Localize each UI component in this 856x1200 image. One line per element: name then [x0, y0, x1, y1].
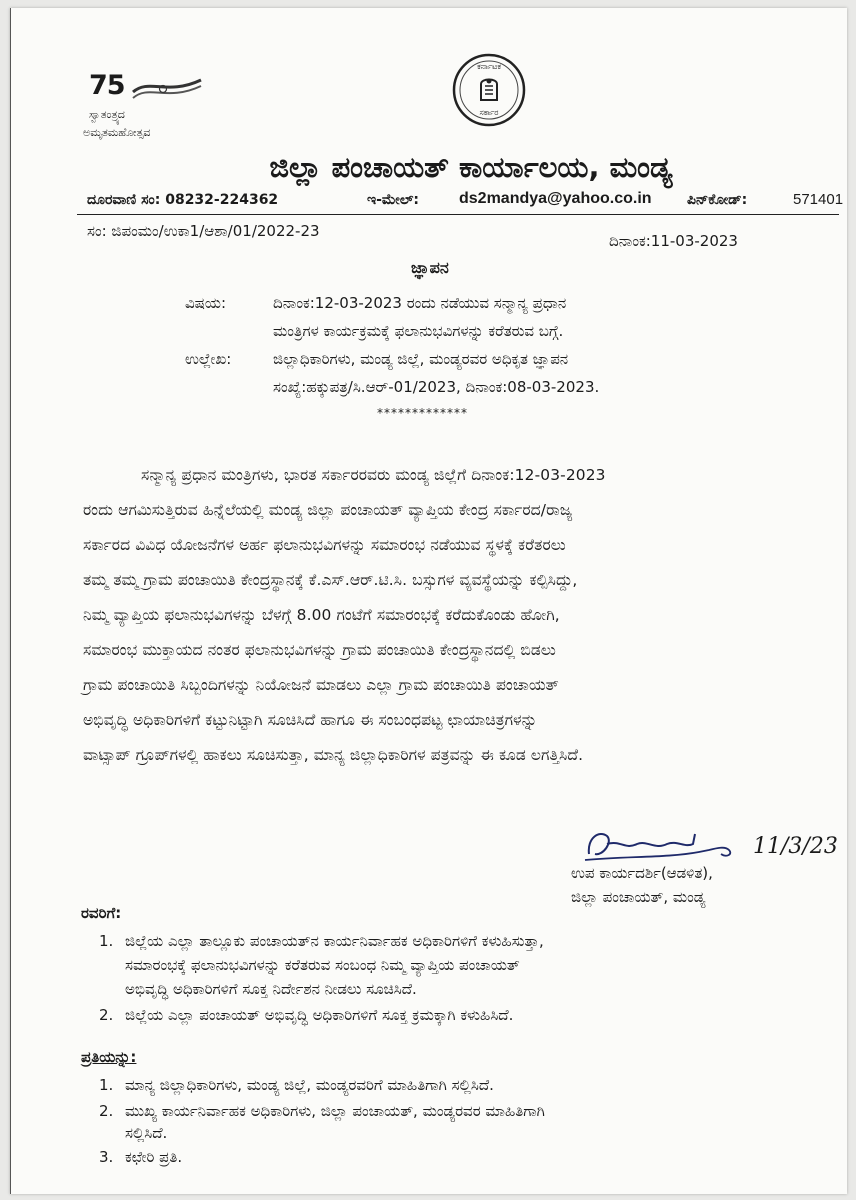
copy-number: 1.	[99, 1076, 114, 1094]
reference-number: ಸಂ: ಜಿಪಂಮಂ/ಉಕಾ1/ಆಶಾ/01/2022-23	[87, 222, 320, 240]
copy-line: ಕಛೇರಿ ಪ್ರತಿ.	[125, 1148, 183, 1166]
letter-page	[10, 8, 847, 1194]
copies-label: ಪ್ರತಿಯನ್ನು:	[81, 1048, 137, 1066]
recipient-number: 1.	[99, 932, 114, 950]
copy-number: 3.	[99, 1148, 114, 1166]
pincode-label: ಪಿನ್‌ಕೋಡ್:	[687, 192, 748, 208]
body-line: ಸಮಾರಂಭ ಮುಕ್ತಾಯದ ನಂತರ ಫಲಾನುಭವಿಗಳನ್ನು ಗ್ರಾಮ ಪಂಚಾಯಿತಿ ಕೇಂದ್ರಸ್ಥಾನದಲ್ಲಿ ಬಿಡಲು	[83, 641, 556, 659]
phone-number: ದೂರವಾಣಿ ಸಂ: 08232-224362	[87, 192, 279, 208]
subject-line-2	[185, 322, 563, 340]
citation-text-1: ಜಿಲ್ಲಾಧಿಕಾರಿಗಳು, ಮಂಡ್ಯ ಜಿಲ್ಲೆ, ಮಂಡ್ಯರವರ ಅಧಿಕೃತ ಜ್ಞಾಪನ	[273, 350, 569, 368]
citation-line-1	[185, 350, 568, 368]
pincode-value: 571401	[793, 191, 844, 208]
header-divider	[77, 214, 839, 215]
body-line: ಅಭಿವೃದ್ಧಿ ಅಧಿಕಾರಿಗಳಿಗೆ ಕಟ್ಟುನಿಟ್ಟಾಗಿ ಸೂಚಿಸಿದೆ ಹಾಗೂ ಈ ಸಂಬಂಧಪಟ್ಟ ಛಾಯಾಚಿತ್ರಗಳನ್ನು	[83, 711, 538, 729]
flag-icon	[129, 74, 205, 102]
logo-line-2: ಅಮೃತಮಹೋತ್ಸವ	[83, 126, 151, 139]
signatory-office: ಜಿಲ್ಲಾ ಪಂಚಾಯತ್, ಮಂಡ್ಯ	[571, 888, 706, 906]
recipient-number: 2.	[99, 1006, 114, 1024]
logo-line-1: ಸ್ವಾತಂತ್ರ್ಯದ	[89, 108, 125, 121]
body-line: ಗ್ರಾಮ ಪಂಚಾಯಿತಿ ಸಿಬ್ಬಂದಿಗಳನ್ನು ನಿಯೋಜನೆ ಮಾಡಲು ಎಲ್ಲಾ ಗ್ರಾಮ ಪಂಚಾಯಿತಿ ಪಂಚಾಯತ್	[83, 676, 559, 694]
recipient-line: ಜಿಲ್ಲೆಯ ಎಲ್ಲಾ ತಾಲ್ಲೂಕು ಪಂಚಾಯತ್‌ನ ಕಾರ್ಯನಿರ್ವಾಹಕ ಅಧಿಕಾರಿಗಳಿಗೆ ಕಳುಹಿಸುತ್ತಾ,	[125, 932, 544, 950]
logo-number: 75	[89, 70, 125, 101]
signature-date: 11/3/23	[753, 834, 838, 859]
body-line: ನಿಮ್ಮ ವ್ಯಾಪ್ತಿಯ ಫಲಾನುಭವಿಗಳನ್ನು ಬೆಳಗ್ಗೆ 8.00 ಗಂಟೆಗೆ ಸಮಾರಂಭಕ್ಕೆ ಕರೆದುಕೊಂಡು ಹೋಗಿ,	[83, 606, 560, 624]
letter-date: ದಿನಾಂಕ:11-03-2023	[609, 232, 738, 250]
office-title: ಜಿಲ್ಲಾ ಪಂಚಾಯತ್ ಕಾರ್ಯಾಲಯ, ಮಂಡ್ಯ	[269, 150, 673, 184]
separator-stars: *************	[377, 406, 468, 420]
copy-line: ಮುಖ್ಯ ಕಾರ್ಯನಿರ್ವಾಹಕ ಅಧಿಕಾರಿಗಳು, ಜಿಲ್ಲಾ ಪಂಚಾಯತ್, ಮಂಡ್ಯರವರ ಮಾಹಿತಿಗಾಗಿ	[125, 1102, 545, 1120]
citation-text-2: ಸಂಖ್ಯೆ:ಹಕ್ಕುಪತ್ರ/ಸಿ.ಆರ್-01/2023, ದಿನಾಂಕ:08-03-2023.	[273, 378, 600, 396]
subject-text-1: ದಿನಾಂಕ:12-03-2023 ರಂದು ನಡೆಯುವ ಸನ್ಮಾನ್ಯ ಪ್ರಧಾನ	[273, 294, 567, 312]
email-address: ds2mandya@yahoo.co.in	[459, 190, 652, 207]
emblem-top-text: ಕರ್ನಾಟಕ	[477, 62, 501, 71]
citation-label: ಉಲ್ಲೇಖ:	[185, 350, 232, 368]
citation-line-2	[185, 378, 599, 396]
copy-line: ಸಲ್ಲಿಸಿದೆ.	[125, 1124, 168, 1142]
memo-title: ಜ್ಞಾಪನ	[411, 258, 449, 277]
copy-line: ಮಾನ್ಯ ಜಿಲ್ಲಾಧಿಕಾರಿಗಳು, ಮಂಡ್ಯ ಜಿಲ್ಲೆ, ಮಂಡ್ಯರವರಿಗೆ ಮಾಹಿತಿಗಾಗಿ ಸಲ್ಲಿಸಿದೆ.	[125, 1076, 494, 1094]
recipient-line: ಅಭಿವೃದ್ಧಿ ಅಧಿಕಾರಿಗಳಿಗೆ ಸೂಕ್ತ ನಿರ್ದೇಶನ ನೀಡಲು ಸೂಚಿಸಿದೆ.	[125, 980, 417, 998]
body-line: ವಾಟ್ಸಾಪ್ ಗ್ರೂಪ್‌ಗಳಲ್ಲಿ ಹಾಕಲು ಸೂಚಿಸುತ್ತಾ, ಮಾನ್ಯ ಜಿಲ್ಲಾಧಿಕಾರಿಗಳ ಪತ್ರವನ್ನು ಈ ಕೂಡ ಲಗತ್ತಿಸಿದೆ.	[83, 746, 584, 764]
subject-line-1	[185, 294, 566, 312]
signatory-designation: ಉಪ ಕಾರ್ಯದರ್ಶಿ(ಆಡಳಿತ),	[571, 864, 713, 882]
body-line: ಸರ್ಕಾರದ ವಿವಿಧ ಯೋಜನೆಗಳ ಅರ್ಹ ಫಲಾನುಭವಿಗಳನ್ನು ಸಮಾರಂಭ ನಡೆಯುವ ಸ್ಥಳಕ್ಕೆ ಕರೆತರಲು	[83, 536, 566, 554]
azadi-amrit-mahotsav-logo	[73, 70, 213, 150]
subject-label: ವಿಷಯ:	[185, 294, 226, 312]
emblem-bottom-text: ಸರ್ಕಾರ	[479, 108, 499, 117]
copy-number: 2.	[99, 1102, 114, 1120]
email-label: ಇ-ಮೇಲ್:	[367, 192, 420, 208]
body-line: ತಮ್ಮ ತಮ್ಮ ಗ್ರಾಮ ಪಂಚಾಯಿತಿ ಕೇಂದ್ರಸ್ಥಾನಕ್ಕೆ ಕೆ.ಎಸ್.ಆರ್.ಟಿ.ಸಿ. ಬಸ್ಸುಗಳ ವ್ಯವಸ್ಥೆಯನ್ನು ಕಲ್ಪಿಸಿದ್ದು,	[83, 571, 578, 589]
karnataka-emblem	[451, 52, 527, 128]
subject-text-2: ಮಂತ್ರಿಗಳ ಕಾರ್ಯಕ್ರಮಕ್ಕೆ ಫಲಾನುಭವಿಗಳನ್ನು ಕರೆತರುವ ಬಗ್ಗೆ.	[273, 322, 564, 340]
recipient-line: ಸಮಾರಂಭಕ್ಕೆ ಫಲಾನುಭವಿಗಳನ್ನು ಕರೆತರುವ ಸಂಬಂಧ ನಿಮ್ಮ ವ್ಯಾಪ್ತಿಯ ಪಂಚಾಯತ್	[125, 956, 520, 974]
recipient-line: ಜಿಲ್ಲೆಯ ಎಲ್ಲಾ ಪಂಚಾಯತ್ ಅಭಿವೃದ್ಧಿ ಅಧಿಕಾರಿಗಳಿಗೆ ಸೂಕ್ತ ಕ್ರಮಕ್ಕಾಗಿ ಕಳುಹಿಸಿದೆ.	[125, 1006, 514, 1024]
recipients-label: ರವರಿಗೆ:	[81, 904, 122, 922]
body-line: ರಂದು ಆಗಮಿಸುತ್ತಿರುವ ಹಿನ್ನೆಲೆಯಲ್ಲಿ ಮಂಡ್ಯ ಜಿಲ್ಲಾ ಪಂಚಾಯತ್ ವ್ಯಾಪ್ತಿಯ ಕೇಂದ್ರ ಸರ್ಕಾರದ/ರಾಜ್ಯ	[83, 501, 573, 519]
body-line: ಸನ್ಮಾನ್ಯ ಪ್ರಧಾನ ಮಂತ್ರಿಗಳು, ಭಾರತ ಸರ್ಕಾರರವರು ಮಂಡ್ಯ ಜಿಲ್ಲೆಗೆ ದಿನಾಂಕ:12-03-2023	[141, 466, 606, 484]
